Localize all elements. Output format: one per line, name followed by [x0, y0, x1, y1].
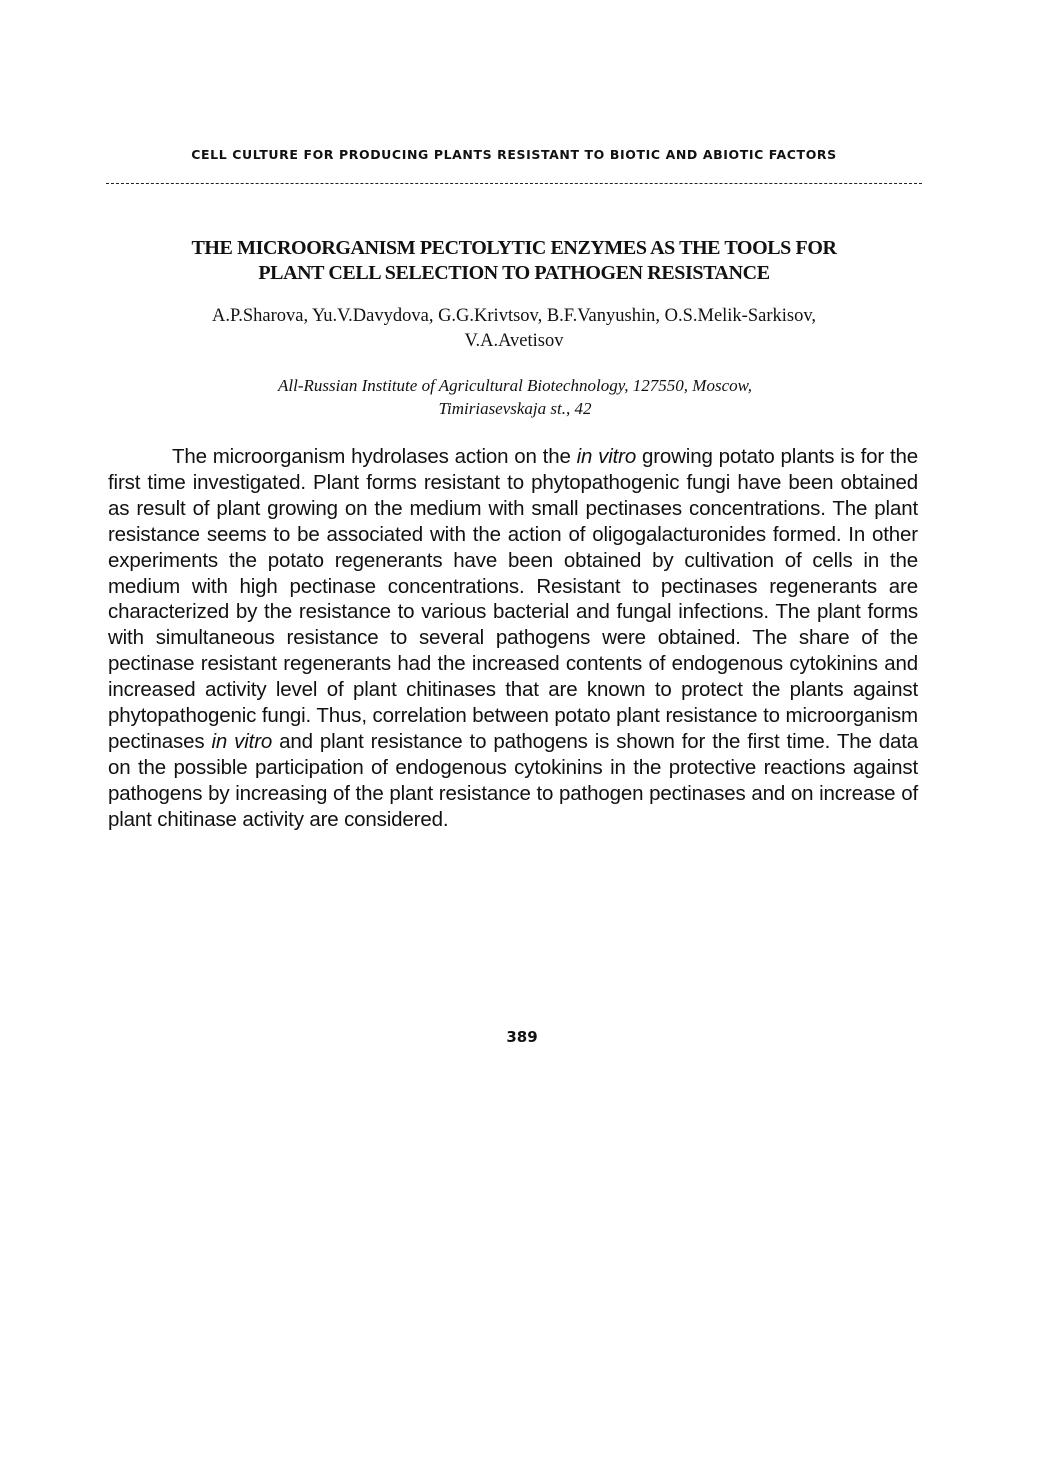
abstract-text-3: and plant resistance to pathogens is shown for the first time. The data on the possible participation of endogenous cytokinins in the protective reactions against pathogens by increasing of the plant resistance to pathogen pectinases and on increase of plant chitinase activity are considered.	[108, 729, 918, 831]
affiliation-line-2: Timiriasevskaja st., 42	[438, 399, 592, 418]
abstract-text-1: The microorganism hydrolases action on the	[172, 445, 577, 468]
abstract-paragraph	[108, 444, 918, 833]
abstract-text-2: growing potato plants is for the first time investigated. Plant forms resistant to phytopathogenic fungi have been obtained as result of plant growing on the medium with small pectinases concentrations. The plant resistance seems to be associated with the action of oligogalacturonides formed. In other experiments the potato regenerants have been obtained by cultivation of cells in the medium with high pectinase concentrations. Resistant to pectinases regenerants are characterized by the resistance to various bacterial and fungal infections. The plant forms with simultaneous resistance to several pathogens were obtained. The share of the pectinase resistant regenerants had the increased contents of endogenous cytokinins and increased activity level of plant chitinases that are known to protect the plants against phytopathogenic fungi. Thus, correlation between potato plant resistance to microorganism pectinases	[108, 445, 918, 753]
paper-title	[108, 236, 920, 286]
abstract-italic-2: in vitro	[211, 729, 273, 753]
page-number: 389	[506, 1028, 538, 1046]
affiliation	[150, 374, 880, 420]
title-line-1: THE MICROORGANISM PECTOLYTIC ENZYMES AS THE TOOLS FOR	[191, 237, 837, 259]
title-line-2: PLANT CELL SELECTION TO PATHOGEN RESISTANCE	[258, 262, 770, 284]
running-header: CELL CULTURE FOR PRODUCING PLANTS RESISTANT TO BIOTIC AND ABIOTIC FACTORS	[191, 147, 837, 162]
authors-line-2: V.A.Avetisov	[464, 331, 564, 351]
header-divider	[106, 183, 922, 184]
abstract-italic-1: in vitro	[576, 445, 637, 468]
authors-line-1: A.P.Sharova, Yu.V.Davydova, G.G.Krivtsov, B.F.Vanyushin, O.S.Melik-Sarkisov,	[211, 306, 817, 326]
affiliation-line-1: All-Russian Institute of Agricultural Biotechnology, 127550, Moscow,	[278, 376, 752, 395]
author-list	[108, 304, 920, 354]
